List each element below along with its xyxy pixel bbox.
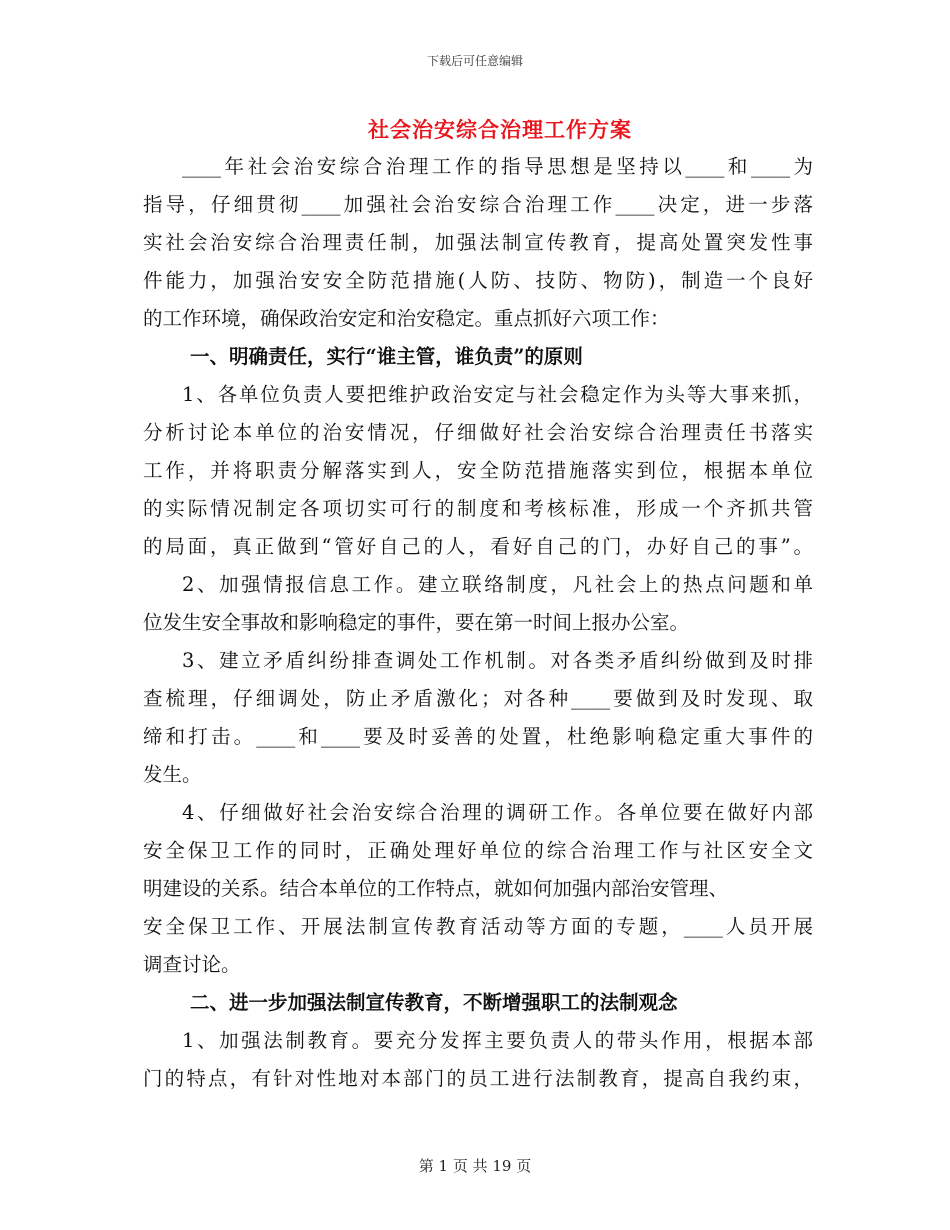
paragraph-line: 3、建立矛盾纠纷排查调处工作机制。对各类矛盾纠纷做到及时排 xyxy=(182,649,813,672)
paragraph-line: 的工作环境，确保政治安定和治安稳定。重点抓好六项工作： xyxy=(143,307,670,330)
paragraph-line: 门的特点，有针对性地对本部门的员工进行法制教育，提高自我约束， xyxy=(143,1067,813,1090)
paragraph-line: 1、各单位负责人要把维护政治安定与社会稳定作为头等大事来抓， xyxy=(182,383,813,406)
paragraph-line: ____年社会治安综合治理工作的指导思想是坚持以____和____为 xyxy=(182,155,813,178)
paragraph-line: 的实际情况制定各项切实可行的制度和考核标准，形成一个齐抓共管 xyxy=(143,497,813,520)
paragraph-line: 工作，并将职责分解落实到人，安全防范措施落实到位，根据本单位 xyxy=(143,459,813,482)
paragraph-line: 调查讨论。 xyxy=(143,953,241,976)
paragraph-line: 安全保卫工作、开展法制宣传教育活动等方面的专题，____人员开展 xyxy=(143,915,813,938)
section-heading: 一、明确责任，实行“谁主管，谁负责”的原则 xyxy=(190,345,583,368)
document-title: 社会治安综合治理工作方案 xyxy=(368,117,632,142)
paragraph-line: 安全保卫工作的同时，正确处理好单位的综合治理工作与社区安全文 xyxy=(143,839,813,862)
paragraph-line: 指导，仔细贯彻____加强社会治安综合治理工作____决定，进一步落 xyxy=(143,193,813,216)
paragraph-line: 2、加强情报信息工作。建立联络制度，凡社会上的热点问题和单 xyxy=(182,573,813,596)
page-number: 第 1 页 共 19 页 xyxy=(418,1157,532,1175)
paragraph-line: 4、仔细做好社会治安综合治理的调研工作。各单位要在做好内部 xyxy=(182,801,813,824)
paragraph-line: 件能力，加强治安安全防范措施(人防、技防、物防)，制造一个良好 xyxy=(143,269,813,292)
paragraph-line: 发生。 xyxy=(143,763,202,786)
paragraph-line: 明建设的关系。结合本单位的工作特点，就如何加强内部治安管理、 xyxy=(143,877,729,900)
paragraph-line: 分析讨论本单位的治安情况，仔细做好社会治安综合治理责任书落实 xyxy=(143,421,813,444)
header-note: 下载后可任意编辑 xyxy=(426,54,523,68)
paragraph-line: 查梳理，仔细调处，防止矛盾激化；对各种____要做到及时发现、取 xyxy=(143,687,813,710)
paragraph-line: 的局面，真正做到“管好自己的人，看好自己的门，办好自己的事”。 xyxy=(143,535,813,558)
paragraph-line: 缔和打击。____和____要及时妥善的处置，杜绝影响稳定重大事件的 xyxy=(143,725,813,748)
section-heading: 二、进一步加强法制宣传教育，不断增强职工的法制观念 xyxy=(190,991,678,1014)
paragraph-line: 位发生安全事故和影响稳定的事件，要在第一时间上报办公室。 xyxy=(143,611,690,634)
paragraph-line: 实社会治安综合治理责任制，加强法制宣传教育，提高处置突发性事 xyxy=(143,231,813,254)
paragraph-line: 1、加强法制教育。要充分发挥主要负责人的带头作用，根据本部 xyxy=(182,1029,813,1052)
